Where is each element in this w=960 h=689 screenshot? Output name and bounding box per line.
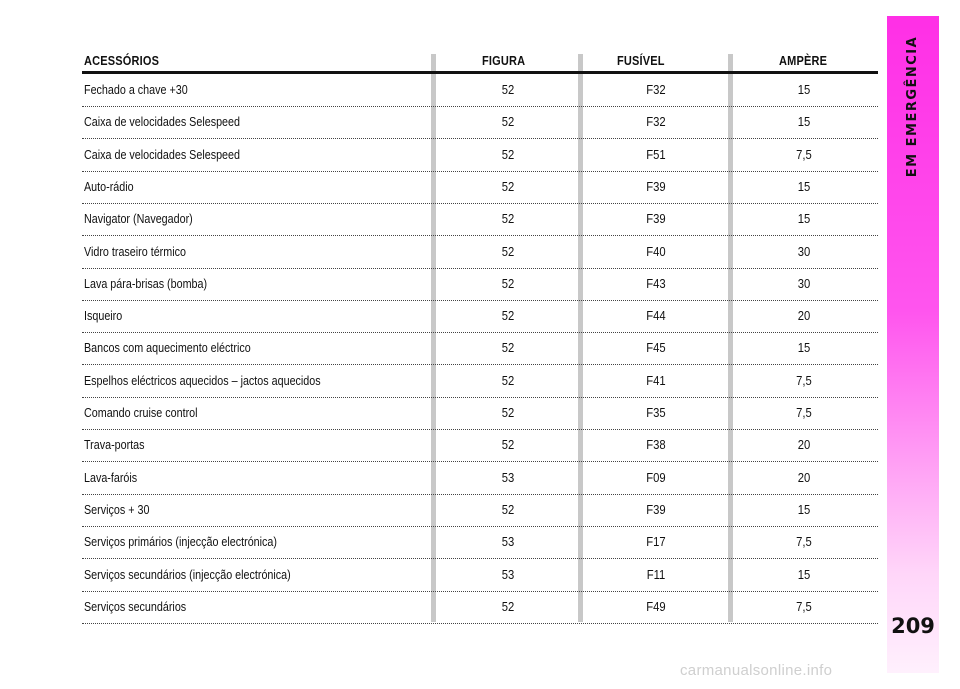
table-row	[82, 237, 878, 269]
cell-accessory: Fechado a chave +30	[84, 83, 188, 97]
row-divider	[82, 623, 878, 624]
cell-accessory: Lava-faróis	[84, 470, 138, 485]
cell-ampere: 7,5	[796, 147, 812, 162]
cell-ampere: 20	[797, 470, 811, 485]
table-row	[82, 301, 878, 333]
cell-ampere: 7,5	[796, 406, 812, 420]
cell-fusivel: F11	[646, 567, 666, 582]
table-row	[82, 107, 878, 139]
cell-figura: 52	[501, 212, 515, 227]
cell-fusivel: F51	[646, 147, 666, 162]
cell-accessory: Lava pára-brisas (bomba)	[84, 276, 208, 291]
cell-fusivel: F39	[646, 179, 666, 194]
side-tab-label: EM EMERGÊNCIA	[905, 35, 921, 177]
table-row	[82, 398, 878, 430]
cell-ampere: 7,5	[796, 535, 812, 550]
cell-fusivel: F09	[646, 470, 666, 485]
cell-fusivel: F38	[646, 438, 666, 453]
cell-fusivel: F41	[646, 373, 666, 388]
cell-fusivel: F35	[646, 406, 666, 420]
cell-figura: 52	[501, 438, 515, 453]
side-tab-label-wrap	[887, 16, 939, 196]
cell-accessory: Auto-rádio	[84, 179, 134, 194]
table-row	[82, 592, 878, 624]
cell-figura: 52	[501, 406, 515, 420]
cell-figura: 52	[501, 179, 515, 194]
cell-figura: 53	[501, 535, 515, 550]
cell-fusivel: F32	[646, 83, 666, 97]
cell-fusivel: F44	[646, 309, 666, 324]
table-row	[82, 527, 878, 559]
cell-figura: 52	[501, 244, 515, 259]
cell-ampere: 15	[797, 83, 811, 97]
table-row	[82, 269, 878, 301]
header-figura: FIGURA	[482, 54, 526, 68]
cell-ampere: 7,5	[796, 373, 812, 388]
cell-accessory: Comando cruise control	[84, 406, 198, 420]
cell-ampere: 15	[797, 212, 811, 227]
cell-ampere: 15	[797, 179, 811, 194]
cell-accessory: Serviços primários (injecção electrónica)	[84, 535, 277, 550]
cell-accessory: Espelhos eléctricos aquecidos – jactos aquecidos	[84, 373, 321, 388]
table-row	[82, 333, 878, 365]
fuse-table	[82, 54, 878, 622]
cell-figura: 53	[501, 567, 515, 582]
cell-figura: 53	[501, 470, 515, 485]
cell-fusivel: F17	[646, 535, 666, 550]
cell-fusivel: F45	[646, 341, 666, 356]
cell-figura: 52	[501, 373, 515, 388]
table-row	[82, 172, 878, 204]
cell-accessory: Serviços + 30	[84, 502, 150, 517]
cell-accessory: Serviços secundários (injecção electrónica)	[84, 567, 291, 582]
cell-ampere: 15	[797, 115, 811, 130]
cell-fusivel: F40	[646, 244, 666, 259]
cell-accessory: Caixa de velocidades Selespeed	[84, 115, 240, 130]
cell-figura: 52	[501, 115, 515, 130]
watermark: carmanualsonline.info	[680, 662, 833, 679]
cell-ampere: 7,5	[796, 599, 812, 614]
cell-figura: 52	[501, 276, 515, 291]
page-number: 209	[891, 614, 935, 638]
table-row	[82, 463, 878, 495]
header-rule	[82, 71, 878, 74]
cell-fusivel: F39	[646, 212, 666, 227]
cell-figura: 52	[501, 341, 515, 356]
cell-ampere: 15	[797, 502, 811, 517]
header-acessorios: ACESSÓRIOS	[84, 54, 160, 68]
cell-accessory: Caixa de velocidades Selespeed	[84, 147, 240, 162]
cell-accessory: Bancos com aquecimento eléctrico	[84, 341, 251, 356]
cell-ampere: 20	[797, 309, 811, 324]
cell-fusivel: F43	[646, 276, 666, 291]
table-row	[82, 366, 878, 398]
cell-figura: 52	[501, 83, 515, 97]
cell-ampere: 20	[797, 438, 811, 453]
table-row	[82, 560, 878, 592]
cell-figura: 52	[501, 599, 515, 614]
cell-accessory: Serviços secundários	[84, 599, 187, 614]
header-fusivel: FUSÍVEL	[617, 54, 665, 68]
cell-ampere: 30	[797, 276, 811, 291]
cell-fusivel: F32	[646, 115, 666, 130]
cell-fusivel: F39	[646, 502, 666, 517]
cell-ampere: 15	[797, 341, 811, 356]
header-ampere: AMPÈRE	[779, 54, 828, 68]
cell-ampere: 30	[797, 244, 811, 259]
table-row	[82, 495, 878, 527]
cell-accessory: Isqueiro	[84, 309, 123, 324]
cell-ampere: 15	[797, 567, 811, 582]
cell-figura: 52	[501, 309, 515, 324]
cell-fusivel: F49	[646, 599, 666, 614]
cell-accessory: Navigator (Navegador)	[84, 212, 193, 227]
table-row	[82, 75, 878, 107]
cell-accessory: Trava-portas	[84, 438, 145, 453]
table-header	[82, 54, 878, 71]
cell-figura: 52	[501, 147, 515, 162]
cell-figura: 52	[501, 502, 515, 517]
table-row	[82, 430, 878, 462]
table-row	[82, 204, 878, 236]
table-row	[82, 140, 878, 172]
cell-accessory: Vidro traseiro térmico	[84, 244, 186, 259]
